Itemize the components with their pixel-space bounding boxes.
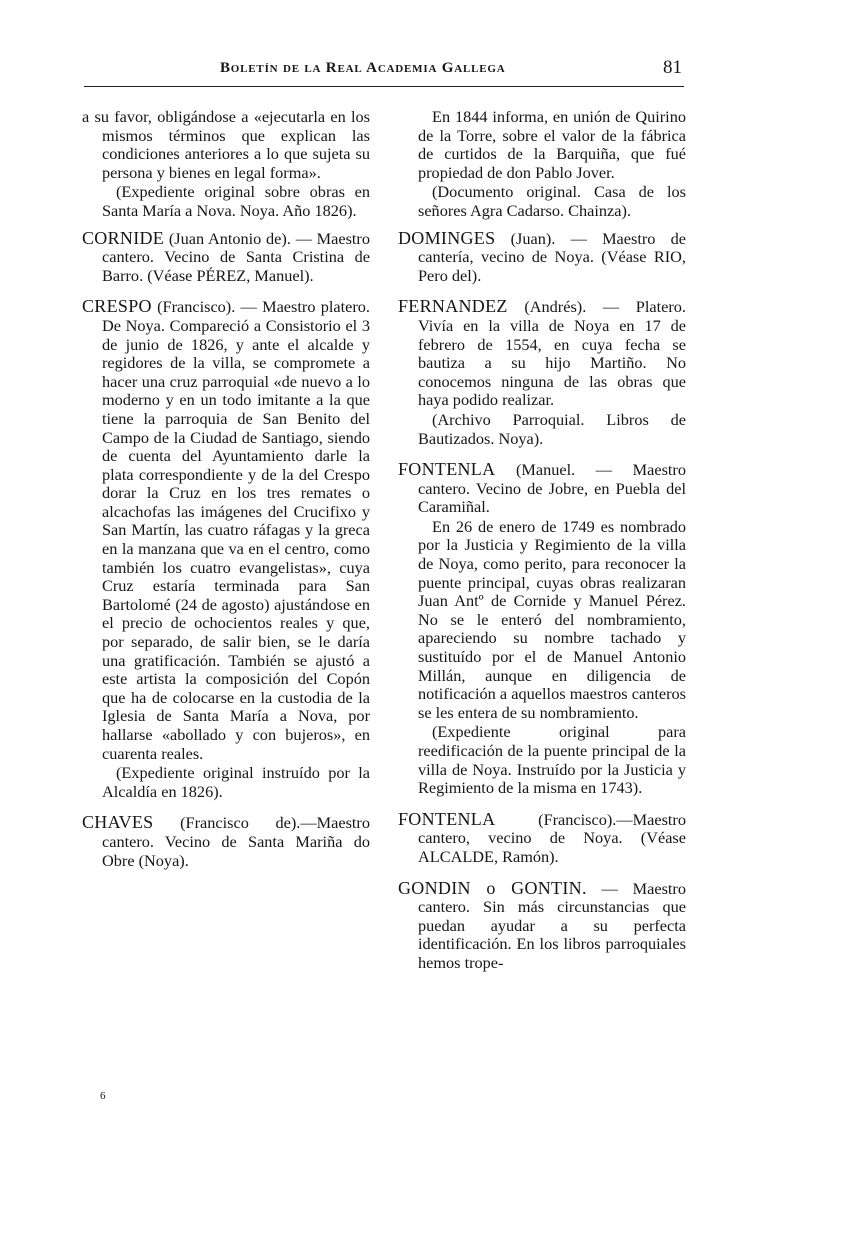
entry-text: (Manuel. — Maestro cantero. Vecino de Jobre, en Puebla del Caramiñal. <box>418 460 686 517</box>
journal-title: Boletín de la Real Academia Gallega <box>220 60 506 76</box>
entry-name: CORNIDE <box>82 227 165 248</box>
entry-text: (Andrés). — Platero. Vivía en la villa de Noya en 17 de febrero de 1554, en cuya fecha se bautiza a su hijo Martiño. No conocemos ninguna de las obras que haya podido realizar. <box>418 297 686 410</box>
entry-text: (Juan Antonio de). — Maestro cantero. Vecino de Santa Cristina de Barro. (Véase PÉREZ, Manuel). <box>102 228 370 285</box>
page-number: 81 <box>663 57 682 78</box>
left-column <box>82 108 370 882</box>
left-continuation <box>82 108 370 221</box>
entry-name: DOMINGES <box>398 227 496 248</box>
right-continuation <box>398 108 686 221</box>
running-header <box>84 56 684 87</box>
right-column <box>398 108 686 985</box>
continuation-source: (Documento original. Casa de los señores Agra Cadarso. Chainza). <box>418 182 686 220</box>
entry-text: (Juan). — Maestro de cantería, vecino de Noya. (Véase RIO, Pero del). <box>418 228 686 285</box>
entry-text: (Francisco). — Maestro platero. De Noya. Compareció a Consistorio el 3 de junio de 1826, y ante el alcalde y regidores de la villa, se compromete a hacer una cruz parroquial «de nuevo a lo moderno y en un todo imitante a la que tiene la parroquia de San Benito del Campo de la Ciudad de Santiago, siendo de cuenta del Ayuntamiento darle la plata correspondiente y de la del Crespo dorar la Cruz en los tres remates o alcachofas las imágenes del Crucifixo y San Martín, las cuatro ráfagas y la greca en la manzana que va en el centro, como también los cuatro evangelistas», cuya Cruz estaría terminada para San Bartolomé (24 de agosto) ajustándose en el precio de ochocientos reales y que, por separado, de salir bien, se le daría una gratificación. También se ajustó a este artista la composición del Copón que ha de colocarse en la custodia de la Iglesia de Santa María a Nova, por hallarse «abollado y con bujeros», en cuarenta reales. <box>102 297 370 763</box>
entry-name: FONTENLA <box>398 459 496 480</box>
entry-chaves <box>82 813 370 870</box>
entry-source: (Expediente original para reedificación de la puente principal de la villa de Noya. Instruído por la Justicia y Regimiento de la misma en 1743). <box>418 722 686 798</box>
entry-cornide <box>82 229 370 286</box>
entry-source: (Archivo Parroquial. Libros de Bautizados. Noya). <box>418 409 686 448</box>
entry-text: (Francisco).—Maestro cantero, vecino de Noya. (Véase ALCALDE, Ramón). <box>418 809 686 866</box>
entry-source: (Expediente original instruído por la Alcaldía en 1826). <box>102 763 370 801</box>
entry-crespo <box>82 297 370 801</box>
entry-name: CHAVES <box>82 812 154 833</box>
continuation-source: (Expediente original sobre obras en Santa María a Nova. Noya. Año 1826). <box>102 182 370 220</box>
printer-signature-mark: 6 <box>100 1090 106 1102</box>
entry-extra: En 26 de enero de 1749 es nombrado por la Justicia y Regimiento de la villa de Noya, como perito, para reconocer la puente principal, cuyas obras realizaran Juan Antº de Cornide y Manuel Pérez. No se le enteró del nombramiento, apareciendo su nombre tachado y sustituído por el de Manuel Antonio Millán, aunque en diligencia de notificación a aquellos maestros canteros se les entera de su nombramiento. <box>418 516 686 722</box>
entry-name: FERNANDEZ <box>398 296 508 317</box>
entry-fontenla-manuel <box>398 460 686 798</box>
entry-text: — Maestro cantero. Sin más circunstancias que puedan ayudar a su perfecta identificación. En los libros parroquiales hemos trope- <box>418 878 686 972</box>
continuation-text: a su favor, obligándose a «ejecutarla en los mismos términos que explican las condiciones anteriores a lo que sujeta su persona y bienes en legal forma». <box>82 107 370 182</box>
entry-name: CRESPO <box>82 296 152 317</box>
entry-fernandez <box>398 297 686 448</box>
entry-name: GONDIN o GONTIN. <box>398 877 587 898</box>
entry-fontenla-francisco <box>398 810 686 867</box>
entry-name: FONTENLA <box>398 808 496 829</box>
entry-domingues <box>398 229 686 286</box>
entry-gondin <box>398 879 686 973</box>
entry-text: (Francisco de).—Maestro cantero. Vecino de Santa Mariña do Obre (Noya). <box>102 813 370 870</box>
continuation-text: En 1844 informa, en unión de Quirino de la Torre, sobre el valor de la fábrica de curtidos de la Barquiña, que fué propiedad de don Pablo Jover. <box>418 107 686 182</box>
